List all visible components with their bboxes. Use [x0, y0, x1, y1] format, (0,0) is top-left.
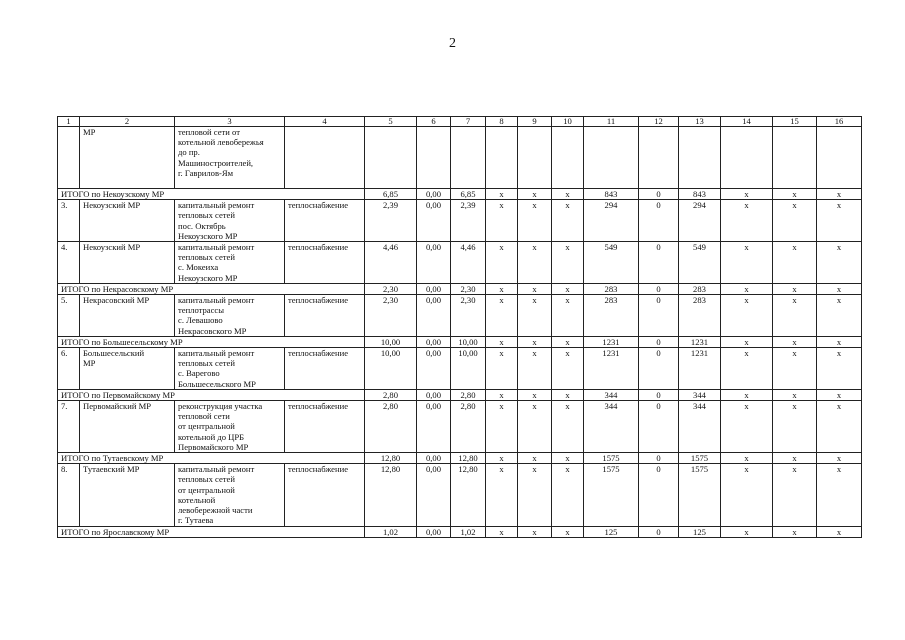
value-cell: х [773, 401, 817, 453]
value-cell: 0 [639, 242, 679, 284]
column-number-header: 4 [285, 117, 365, 127]
value-cell: х [486, 295, 518, 337]
total-value: 1575 [584, 453, 639, 464]
description-cell-line: тепловых сетей [178, 252, 235, 263]
description-cell [175, 348, 285, 390]
value-cell: х [486, 200, 518, 242]
value-cell: х [518, 464, 552, 526]
value-cell: х [721, 200, 773, 242]
total-value: 0,00 [417, 336, 451, 347]
total-value: 1,02 [365, 526, 417, 537]
value-cell: 1231 [679, 348, 721, 390]
total-value: х [518, 389, 552, 400]
total-value: 10,00 [451, 336, 486, 347]
column-number-header: 14 [721, 117, 773, 127]
value-cell: х [721, 295, 773, 337]
total-value: 0,00 [417, 283, 451, 294]
value-cell: 4,46 [451, 242, 486, 284]
value-cell: 344 [584, 401, 639, 453]
total-value: х [486, 283, 518, 294]
total-value: х [773, 453, 817, 464]
total-value: 0 [639, 189, 679, 200]
table-body [58, 117, 862, 538]
value-cell: х [486, 242, 518, 284]
description-cell-line: капитальный ремонт [178, 348, 255, 359]
value-cell: х [486, 348, 518, 390]
item-row [58, 401, 862, 453]
column-number-header: 12 [639, 117, 679, 127]
column-number-header: 16 [817, 117, 862, 127]
total-value: х [773, 526, 817, 537]
description-cell-line: от центральной [178, 421, 235, 432]
value-cell [365, 127, 417, 189]
description-cell [175, 401, 285, 453]
total-value: 1231 [679, 336, 721, 347]
description-cell-line: Большесельского МР [178, 378, 256, 389]
total-row [58, 283, 862, 294]
total-value: 0 [639, 283, 679, 294]
value-cell: 10,00 [451, 348, 486, 390]
total-row [58, 336, 862, 347]
row-number: 8. [58, 464, 80, 526]
description-cell [175, 127, 285, 189]
row-number: 3. [58, 200, 80, 242]
value-cell: х [721, 464, 773, 526]
district-cell-line: Тутаевский МР [83, 464, 140, 475]
column-number-header: 6 [417, 117, 451, 127]
total-value: х [486, 336, 518, 347]
value-cell: 0,00 [417, 401, 451, 453]
header-row [58, 117, 862, 127]
item-row [58, 348, 862, 390]
total-value: 0,00 [417, 189, 451, 200]
value-cell: 344 [679, 401, 721, 453]
total-label: ИТОГО по Некоузскому МР [58, 189, 365, 200]
total-value: х [773, 283, 817, 294]
value-cell: 549 [584, 242, 639, 284]
value-cell: х [552, 242, 584, 284]
value-cell: 283 [679, 295, 721, 337]
value-cell: х [486, 401, 518, 453]
total-value: 12,80 [365, 453, 417, 464]
column-number-header: 10 [552, 117, 584, 127]
total-value: 1575 [679, 453, 721, 464]
value-cell: х [518, 200, 552, 242]
total-value: х [817, 526, 862, 537]
value-cell: 549 [679, 242, 721, 284]
description-cell-line: тепловой сети от [178, 127, 240, 137]
row-number: 7. [58, 401, 80, 453]
total-value: х [773, 189, 817, 200]
district-cell [80, 348, 175, 390]
page-number: 2 [449, 36, 456, 51]
value-cell: 12,80 [451, 464, 486, 526]
description-cell-line: котельной левобережья [178, 137, 264, 148]
value-cell: 2,30 [365, 295, 417, 337]
total-value: х [721, 389, 773, 400]
description-cell-line: пос. Октябрь [178, 220, 226, 231]
value-cell: 2,39 [451, 200, 486, 242]
value-cell [552, 127, 584, 189]
value-cell: 283 [584, 295, 639, 337]
total-row [58, 389, 862, 400]
value-cell: 0,00 [417, 200, 451, 242]
total-value: х [552, 526, 584, 537]
total-value: 10,00 [365, 336, 417, 347]
total-value: х [552, 453, 584, 464]
value-cell [639, 127, 679, 189]
total-value: 843 [679, 189, 721, 200]
value-cell: 0 [639, 464, 679, 526]
value-cell: х [552, 295, 584, 337]
total-value: х [721, 283, 773, 294]
type-cell: теплоснабжение [285, 295, 365, 337]
district-cell-line: Некоузский МР [83, 200, 141, 211]
total-value: х [552, 389, 584, 400]
value-cell [584, 127, 639, 189]
column-number-header: 1 [58, 117, 80, 127]
value-cell: 0 [639, 401, 679, 453]
total-value: 1,02 [451, 526, 486, 537]
total-value: х [721, 453, 773, 464]
total-value: х [486, 189, 518, 200]
total-row [58, 189, 862, 200]
description-cell-line: с. Мокеиха [178, 262, 219, 273]
total-value: 0,00 [417, 526, 451, 537]
total-label: ИТОГО по Тутаевскому МР [58, 453, 365, 464]
value-cell: х [486, 464, 518, 526]
description-cell-line: до пр. [178, 147, 200, 158]
total-value: 344 [679, 389, 721, 400]
description-cell-line: тепловых сетей [178, 474, 235, 485]
total-value: 2,80 [451, 389, 486, 400]
value-cell: 12,80 [365, 464, 417, 526]
description-cell [175, 464, 285, 526]
value-cell: 1575 [679, 464, 721, 526]
value-cell: х [518, 295, 552, 337]
value-cell: 0 [639, 295, 679, 337]
district-cell [80, 200, 175, 242]
description-cell-line: от центральной [178, 484, 235, 495]
type-cell: теплоснабжение [285, 348, 365, 390]
total-value: х [817, 189, 862, 200]
column-number-header: 9 [518, 117, 552, 127]
value-cell: х [817, 401, 862, 453]
description-cell-line: капитальный ремонт [178, 295, 255, 306]
type-cell [285, 127, 365, 189]
total-label: ИТОГО по Ярославскому МР [58, 526, 365, 537]
data-table [57, 116, 862, 538]
column-number-header: 7 [451, 117, 486, 127]
total-value: х [518, 283, 552, 294]
description-cell-line: котельной [178, 494, 216, 505]
value-cell: 0 [639, 200, 679, 242]
description-cell-line: г. Гаврилов-Ям [178, 167, 234, 178]
description-cell-line: Машиностроителей, [178, 157, 254, 168]
total-value: 843 [584, 189, 639, 200]
value-cell [417, 127, 451, 189]
total-value: 6,85 [365, 189, 417, 200]
district-cell-line: Большесельский [83, 348, 145, 359]
value-cell: х [773, 348, 817, 390]
value-cell: 1575 [584, 464, 639, 526]
value-cell: 0,00 [417, 295, 451, 337]
value-cell: х [817, 464, 862, 526]
description-cell-line: с. Варегово [178, 368, 220, 379]
item-row [58, 242, 862, 284]
total-value: х [817, 336, 862, 347]
value-cell: 0,00 [417, 348, 451, 390]
description-cell [175, 242, 285, 284]
total-value: х [817, 389, 862, 400]
total-value: х [518, 526, 552, 537]
description-cell-line: тепловых сетей [178, 358, 235, 369]
column-number-header: 3 [175, 117, 285, 127]
value-cell: 0,00 [417, 242, 451, 284]
total-value: х [486, 453, 518, 464]
value-cell [486, 127, 518, 189]
value-cell: 294 [679, 200, 721, 242]
total-row [58, 526, 862, 537]
total-value: х [552, 283, 584, 294]
description-cell-line: котельной до ЦРБ [178, 431, 245, 442]
row-number: 5. [58, 295, 80, 337]
row-number: 4. [58, 242, 80, 284]
description-cell-line: тепловой сети [178, 411, 230, 422]
district-cell-line: Первомайский МР [83, 401, 151, 412]
total-value: 1231 [584, 336, 639, 347]
value-cell: 10,00 [365, 348, 417, 390]
column-number-header: 13 [679, 117, 721, 127]
district-cell-line: МР [83, 358, 96, 369]
total-value: х [773, 336, 817, 347]
value-cell: 2,80 [451, 401, 486, 453]
total-value: х [817, 453, 862, 464]
type-cell: теплоснабжение [285, 464, 365, 526]
value-cell: х [721, 348, 773, 390]
column-number-header: 11 [584, 117, 639, 127]
value-cell: х [518, 401, 552, 453]
district-cell-line: Некрасовский МР [83, 295, 150, 306]
value-cell: х [721, 242, 773, 284]
description-cell-line: тепловых сетей [178, 210, 235, 221]
total-value: х [773, 389, 817, 400]
description-cell-line: Некрасовского МР [178, 325, 247, 336]
total-value: 0,00 [417, 389, 451, 400]
total-value: х [721, 336, 773, 347]
value-cell [817, 127, 862, 189]
description-cell-line: Первомайского МР [178, 441, 249, 452]
value-cell: х [773, 295, 817, 337]
value-cell: х [552, 464, 584, 526]
value-cell: 1231 [584, 348, 639, 390]
column-number-header: 2 [80, 117, 175, 127]
row-number: 6. [58, 348, 80, 390]
description-cell-line: левобережной части [178, 505, 253, 516]
total-value: х [552, 189, 584, 200]
total-value: 283 [679, 283, 721, 294]
total-value: х [486, 389, 518, 400]
value-cell: 2,80 [365, 401, 417, 453]
row-number [58, 127, 80, 189]
total-value: 2,80 [365, 389, 417, 400]
total-value: 125 [584, 526, 639, 537]
value-cell: х [773, 242, 817, 284]
total-value: х [518, 189, 552, 200]
total-value: х [817, 283, 862, 294]
total-value: 0 [639, 526, 679, 537]
value-cell: 0 [639, 348, 679, 390]
total-value: х [552, 336, 584, 347]
value-cell: х [817, 295, 862, 337]
value-cell: х [552, 348, 584, 390]
district-cell-line: Некоузский МР [83, 242, 141, 253]
item-row [58, 200, 862, 242]
district-cell [80, 401, 175, 453]
total-value: 2,30 [365, 283, 417, 294]
description-cell-line: капитальный ремонт [178, 464, 255, 475]
total-value: 0 [639, 389, 679, 400]
total-value: 0 [639, 453, 679, 464]
total-value: х [721, 526, 773, 537]
value-cell: х [773, 464, 817, 526]
district-cell [80, 295, 175, 337]
value-cell [679, 127, 721, 189]
total-value: х [518, 453, 552, 464]
total-value: 0,00 [417, 453, 451, 464]
column-number-header: 15 [773, 117, 817, 127]
description-cell [175, 295, 285, 337]
type-cell: теплоснабжение [285, 200, 365, 242]
total-value: 125 [679, 526, 721, 537]
total-value: 283 [584, 283, 639, 294]
item-row [58, 464, 862, 526]
value-cell: 2,39 [365, 200, 417, 242]
column-number-header: 8 [486, 117, 518, 127]
total-label: ИТОГО по Первомайскому МР [58, 389, 365, 400]
value-cell: х [721, 401, 773, 453]
total-value: х [486, 526, 518, 537]
item-row [58, 295, 862, 337]
value-cell: х [552, 200, 584, 242]
description-cell-line: Некоузского МР [178, 230, 238, 241]
value-cell: 0,00 [417, 464, 451, 526]
value-cell: 294 [584, 200, 639, 242]
total-label: ИТОГО по Большесельскому МР [58, 336, 365, 347]
value-cell [451, 127, 486, 189]
description-cell-line: теплотрассы [178, 305, 225, 316]
total-label: ИТОГО по Некрасовскому МР [58, 283, 365, 294]
value-cell: 2,30 [451, 295, 486, 337]
description-cell [175, 200, 285, 242]
description-cell-line: г. Тутаева [178, 515, 214, 526]
value-cell [773, 127, 817, 189]
value-cell [518, 127, 552, 189]
description-cell-line: капитальный ремонт [178, 200, 255, 211]
value-cell: х [817, 242, 862, 284]
total-value: 2,30 [451, 283, 486, 294]
value-cell: х [552, 401, 584, 453]
description-cell-line: с. Левашово [178, 315, 223, 326]
total-value: 12,80 [451, 453, 486, 464]
value-cell: х [817, 200, 862, 242]
total-value: 344 [584, 389, 639, 400]
value-cell: х [817, 348, 862, 390]
total-value: 0 [639, 336, 679, 347]
value-cell: х [773, 200, 817, 242]
column-number-header: 5 [365, 117, 417, 127]
description-cell-line: Некоузского МР [178, 272, 238, 283]
value-cell: х [518, 348, 552, 390]
total-row [58, 453, 862, 464]
total-value: 6,85 [451, 189, 486, 200]
type-cell: теплоснабжение [285, 401, 365, 453]
type-cell: теплоснабжение [285, 242, 365, 284]
description-cell-line: капитальный ремонт [178, 242, 255, 253]
value-cell: х [518, 242, 552, 284]
continued-row [58, 127, 862, 189]
value-cell: 4,46 [365, 242, 417, 284]
total-value: х [518, 336, 552, 347]
total-value: х [721, 189, 773, 200]
description-cell-line: реконструкция участка [178, 401, 263, 412]
value-cell [721, 127, 773, 189]
district-cell [80, 242, 175, 284]
district-cell: МР [80, 127, 175, 189]
district-cell [80, 464, 175, 526]
